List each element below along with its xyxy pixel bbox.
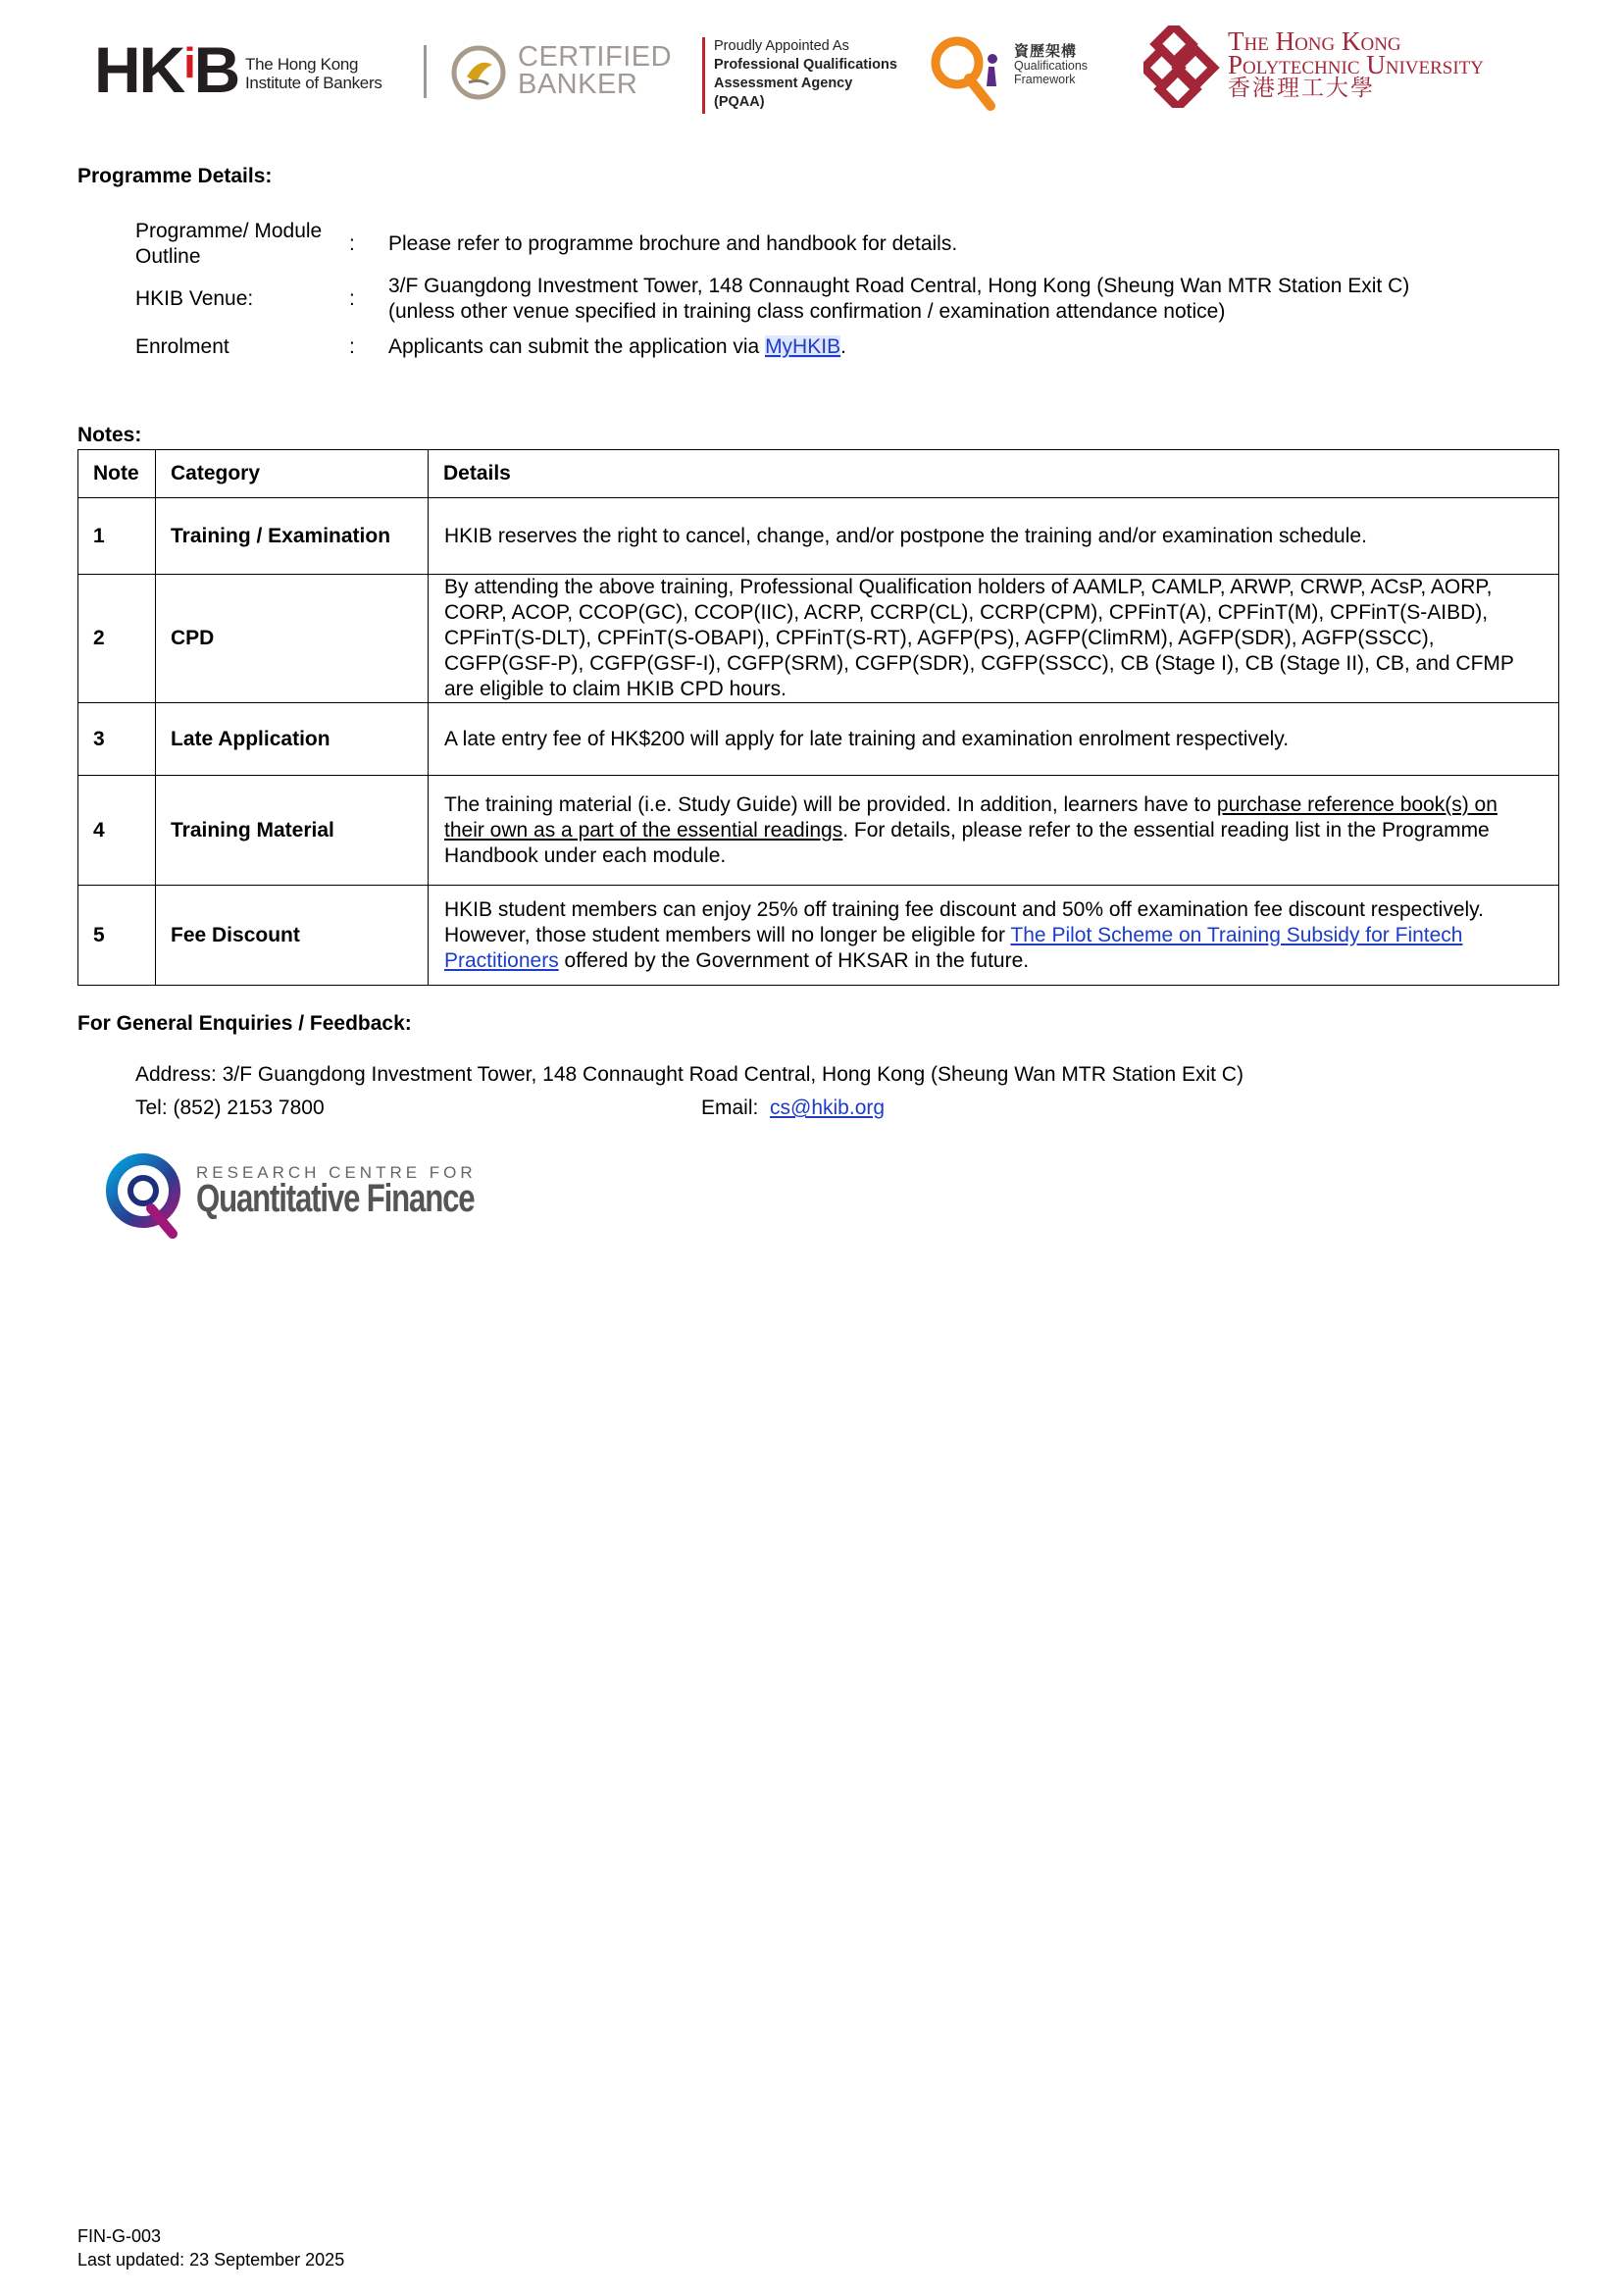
programme-outline-label: Programme/ Module Outline: [135, 220, 323, 268]
last-updated: Last updated: 23 September 2025: [77, 2250, 345, 2270]
note-category: Late Application: [156, 703, 429, 776]
table-row: [78, 703, 1559, 776]
note-details: A late entry fee of HK$200 will apply for late training and examination enrolment respectively.: [429, 703, 1559, 776]
note-number: 2: [78, 575, 156, 703]
enrolment-value: Applicants can submit the application via MyHKIB.: [388, 335, 846, 358]
note-number: 4: [78, 776, 156, 886]
note-category: Training Material: [156, 776, 429, 886]
polyu-name: The Hong Kong Polytechnic University 香港理工大學: [1228, 26, 1485, 100]
table-row: [78, 886, 1559, 986]
column-header-note: Note: [78, 450, 156, 498]
note-details: The training material (i.e. Study Guide) will be provided. In addition, learners have to purchase reference book(s) on their own as a part of the essential readings. For details, please refer to the essential reading list in the Programme Handbook under each module.: [429, 776, 1559, 886]
rqf-logo-icon: [102, 1148, 190, 1242]
pqaa-text: Proudly Appointed As Professional Qualifications Assessment Agency (PQAA): [714, 38, 897, 110]
enquiries-heading: For General Enquiries / Feedback:: [77, 1012, 412, 1035]
hkib-venue-label: HKIB Venue:: [135, 287, 254, 310]
pilot-scheme-link[interactable]: The Pilot Scheme on Training Subsidy for Fintech Practitioners: [444, 923, 1463, 972]
enquiries-address: Address: 3/F Guangdong Investment Tower, 148 Connaught Road Central, Hong Kong (Sheung Wan MTR Station Exit C): [135, 1063, 1243, 1086]
email-link[interactable]: cs@hkib.org: [770, 1097, 886, 1119]
enquiries-tel: Tel: (852) 2153 7800: [135, 1097, 325, 1119]
myhkib-link[interactable]: MyHKIB: [765, 335, 841, 358]
note-details: HKIB reserves the right to cancel, change, and/or postpone the training and/or examination schedule.: [429, 498, 1559, 575]
note-number: 1: [78, 498, 156, 575]
polyu-logo-icon: [1143, 26, 1222, 108]
table-row: [78, 776, 1559, 886]
document-footer: [77, 2224, 344, 2271]
note-number: 3: [78, 703, 156, 776]
table-row: [78, 575, 1559, 703]
notes-heading: Notes:: [77, 424, 142, 446]
column-header-category: Category: [156, 450, 429, 498]
programme-outline-value: Please refer to programme brochure and handbook for details.: [388, 232, 958, 255]
hkib-venue-colon: :: [349, 287, 355, 310]
column-header-details: Details: [429, 450, 1559, 498]
note-category: CPD: [156, 575, 429, 703]
notes-header-row: [78, 450, 1559, 498]
note-category: Fee Discount: [156, 886, 429, 986]
rqf-big-text: Quantitative Finance: [196, 1177, 475, 1220]
note-number: 5: [78, 886, 156, 986]
pqaa-divider: [702, 37, 705, 114]
note-details: HKIB student members can enjoy 25% off training fee discount and 50% off examination fee discount respectively. However, those student members will no longer be eligible for The Pilot Scheme on Training Subsidy for Fintech Practitioners offered by the Government of HKSAR in the future.: [429, 886, 1559, 986]
qualifications-framework-logo-icon: [926, 29, 1014, 114]
certified-banker-logo-icon: [449, 43, 508, 102]
qualifications-framework-text: 資歷架構 Qualifications Framework: [1014, 43, 1089, 86]
document-code: FIN-G-003: [77, 2226, 162, 2246]
essential-readings-underline: purchase reference book(s) on their own as a part of the essential readings: [444, 792, 1497, 842]
note-category: Training / Examination: [156, 498, 429, 575]
certified-banker-text: CERTIFIED BANKER: [518, 41, 673, 100]
note-details: By attending the above training, Professional Qualification holders of AAMLP, CAMLP, ARWP, CRWP, ACsP, AORP, CORP, ACOP, CCOP(GC), CCOP(IIC), ACRP, CCRP(CL), CCRP(CPM), CPFinT(A), CPFinT(M), CPFinT(S-AIBD), CPFinT(S-DLT), CPFinT(S-OBAPI), CPFinT(S-RT), AGFP(PS), AGFP(ClimRM), AGFP(SDR), AGFP(SSCC), CGFP(GSF-P), CGFP(GSF-I), CGFP(SRM), CGFP(SDR), CGFP(SSCC), CB (Stage I), CB (Stage II), CB, and CFMP are eligible to claim HKIB CPD hours.: [429, 575, 1559, 703]
hkib-logo: $HK^iB$: [94, 33, 239, 106]
programme-outline-colon: :: [349, 232, 355, 255]
enrolment-label: Enrolment: [135, 335, 229, 358]
hkib-name: The Hong Kong Institute of Bankers: [245, 55, 382, 92]
header-divider: [424, 45, 427, 98]
notes-table: [77, 449, 1559, 986]
table-row: [78, 498, 1559, 575]
hkib-venue-value: 3/F Guangdong Investment Tower, 148 Connaught Road Central, Hong Kong (Sheung Wan MTR Station Exit C) (unless other venue specified in training class confirmation / examination attendance notice): [388, 275, 1410, 323]
enquiries-email: Email: cs@hkib.org: [701, 1097, 886, 1119]
enrolment-colon: :: [349, 335, 355, 358]
rqf-small-text: RESEARCH CENTRE FOR: [196, 1163, 477, 1182]
programme-details-heading: Programme Details:: [77, 165, 273, 187]
